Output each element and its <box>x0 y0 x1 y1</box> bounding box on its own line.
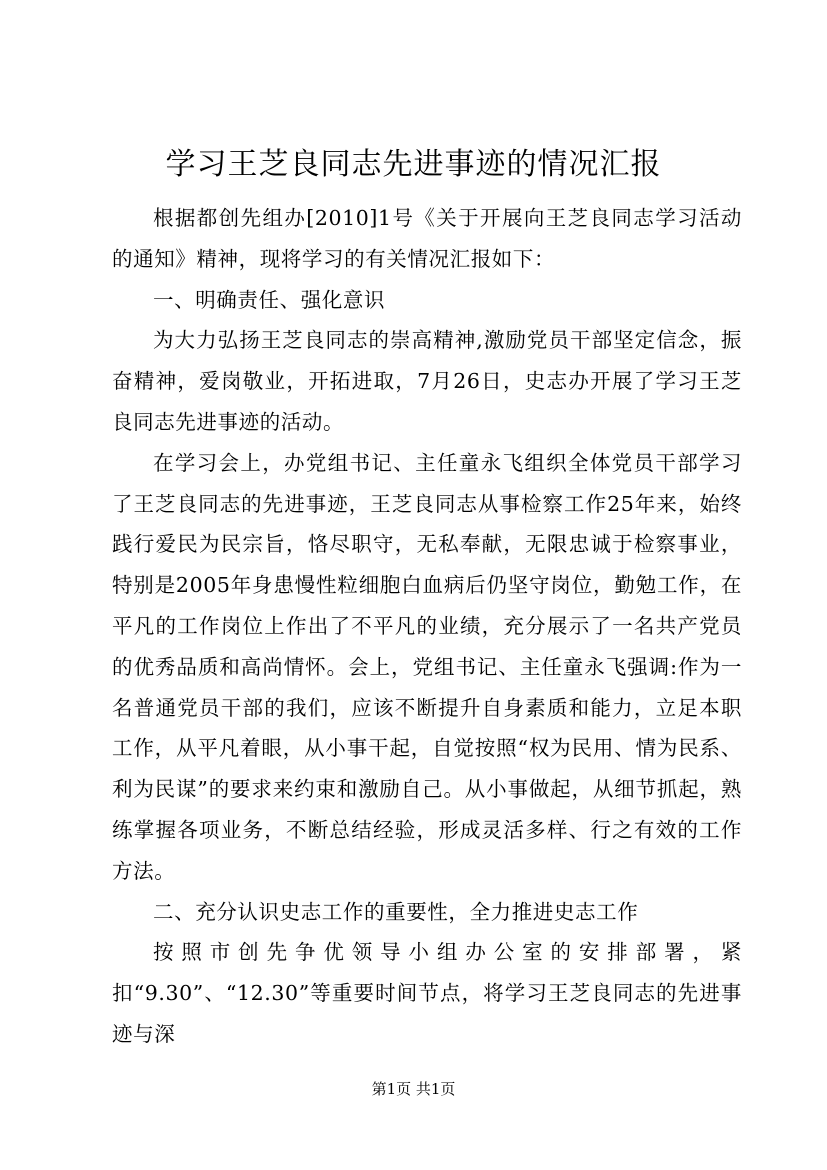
intro-paragraph: 根据都创先组办[2010]1号《关于开展向王芝良同志学习活动的通知》精神，现将学习的有关情况汇报如下： <box>112 206 742 271</box>
page-footer: 第1页 共1页 <box>371 1080 456 1098</box>
body-paragraph: 按照市创先争优领导小组办公室的安排部署，紧扣“9.30”、“12.30”等重要时间节点，将学习王芝良同志的先进事迹与深 <box>112 940 742 1046</box>
document-title: 学习王芝良同志先进事迹的情况汇报 <box>165 147 662 182</box>
section-heading-1: 一、明确责任、强化意识 <box>153 287 386 312</box>
body-paragraph: 为大力弘扬王芝良同志的崇高精神,激励党员干部坚定信念，振奋精神，爱岗敬业，开拓进取，7月26日，史志办开展了学习王芝良同志先进事迹的活动。 <box>112 328 742 434</box>
section-heading-2: 二、充分认识史志工作的重要性，全力推进史志工作 <box>153 899 639 924</box>
document-body <box>112 198 742 1055</box>
body-paragraph: 在学习会上，办党组书记、主任童永飞组织全体党员干部学习了王芝良同志的先进事迹，王芝良同志从事检察工作25年来，始终践行爱民为民宗旨，恪尽职守，无私奉献，无限忠诚于检察事业，特别是2005年身患慢性粒细胞白血病后仍坚守岗位，勤勉工作，在平凡的工作岗位上作出了不平凡的业绩，充分展示了一名共产党员的优秀品质和高尚情怀。会上，党组书记、主任童永飞强调:作为一名普通党员干部的我们，应该不断提升自身素质和能力，立足本职工作，从平凡着眼，从小事干起，自觉按照“权为民用、情为民系、利为民谋”的要求来约束和激励自己。从小事做起，从细节抓起，熟练掌握各项业务，不断总结经验，形成灵活多样、行之有效的工作方法。 <box>112 450 742 883</box>
